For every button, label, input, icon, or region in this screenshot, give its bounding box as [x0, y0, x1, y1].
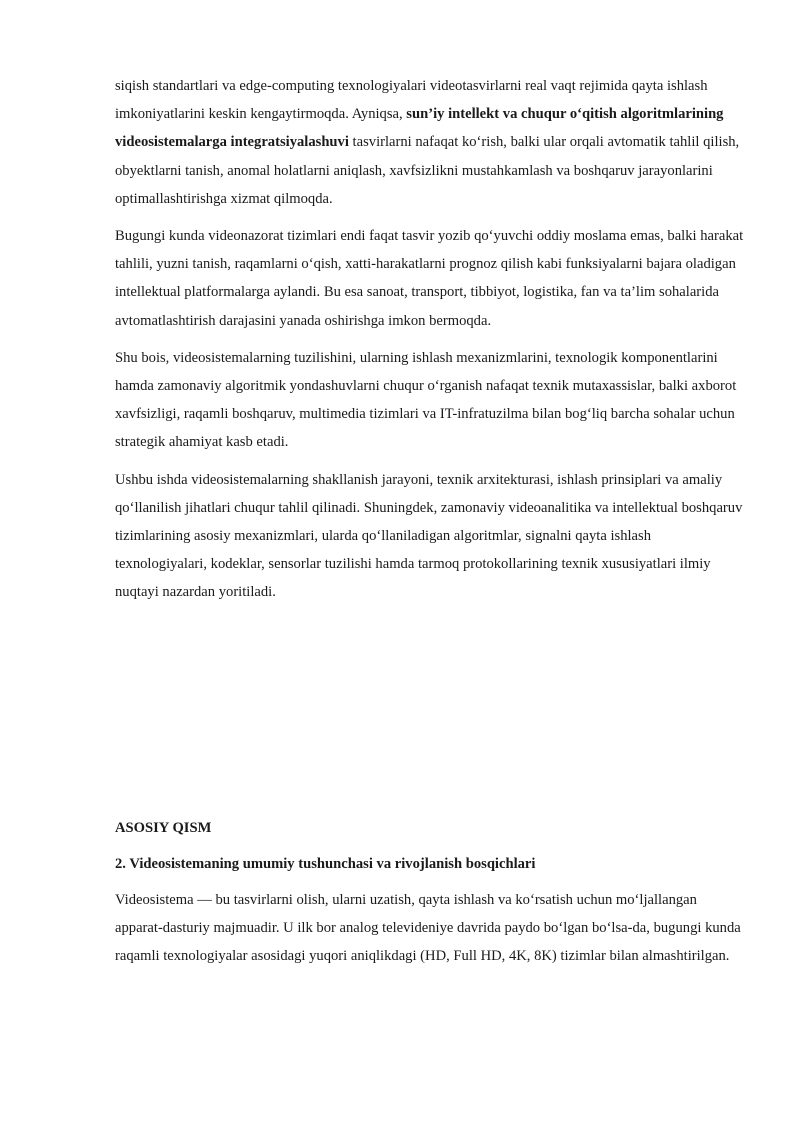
paragraph-ai-integration-bold: sun’iy intellekt va chuqur o‘qitish algoritmlarining videosistemalarga integratsiyalashuvi: [115, 106, 724, 151]
paragraph-video-surveillance: Bugungi kunda videonazorat tizimlari endi faqat tasvir yozib qo‘yuvchi oddiy moslama emas, balki harakat tahlili, yuzni tanish, raqamlarni o‘qish, xatti-harakatlarni prognoz qilish kabi funksiyalarni bajara oladigan intellektual platformalarga aylandi. Bu esa sanoat, transport, tibbiyot, logistika, fan va ta’lim sohalarida avtomatlashtirish darajasini yanada oshirishga imkon bermoqda.: [115, 228, 744, 329]
paragraph-ai-integration: [115, 72, 745, 213]
paragraph-work-scope: Ushbu ishda videosistemalarning shakllanish jarayoni, texnik arxitekturasi, ishlash prinsiplari va amaliy qo‘llanilish jihatlari chuqur tahlil qilinadi. Shuningdek, zamonaviy videoanalitika va intellektual boshqaruv tizimlarining asosiy mexanizmlari, ularda qo‘llaniladigan algoritmlar, signalni qayta ishlash texnologiyalari, kodeklar, sensorlar tuzilishi hamda tarmoq protokollarining texnik xususiyatlari ilmiy nuqtayi nazardan yoritiladi.: [115, 471, 743, 601]
section-heading: ASOSIY QISM: [115, 819, 212, 836]
page-gap: [115, 616, 745, 814]
paragraph-strategic-importance: Shu bois, videosistemalarning tuzilishini, ularning ishlash mexanizmlarini, texnologik komponentlarini hamda zamonaviy algoritmik yondashuvlarni chuqur o‘rganish nafaqat texnik mutaxassislar, balki axborot xavfsizligi, raqamli boshqaruv, multimedia tizimlari va IT-infratuzilma bilan bog‘liq barcha sohalar uchun strategik ahamiyat kasb etadi.: [115, 349, 737, 451]
paragraph-ai-integration-start: siqish standartlari va edge-computing texnologiyalari videotasvirlarni real vaqt rejimida qayta ishlash imkoniyatlarini keskin kengaytirmoqda. Ayniqsa,: [115, 78, 708, 123]
subsection-heading: 2. Videosistemaning umumiy tushunchasi va rivojlanish bosqichlari: [115, 855, 536, 872]
paragraph-videosystem-definition: Videosistema — bu tasvirlarni olish, ularni uzatish, qayta ishlash va ko‘rsatish uchun mo‘ljallangan apparat-dasturiy majmuadir. U ilk bor analog televideniye davrida paydo bo‘lgan bo‘lsa-da, bugungi kunda raqamli texnologiyalar asosidagi yuqori aniqlikdagi (HD, Full HD, 4K, 8K) tizimlar bilan almashtirilgan.: [115, 891, 741, 965]
paragraph-ai-integration-end: tasvirlarni nafaqat ko‘rish, balki ular orqali avtomatik tahlil qilish, obyektlarni tanish, anomal holatlarni aniqlash, xavfsizlikni mustahkamlash va boshqaruv jarayonlarini optimallashtirishga xizmat qilmoqda.: [115, 134, 740, 207]
document-page: [115, 72, 745, 979]
